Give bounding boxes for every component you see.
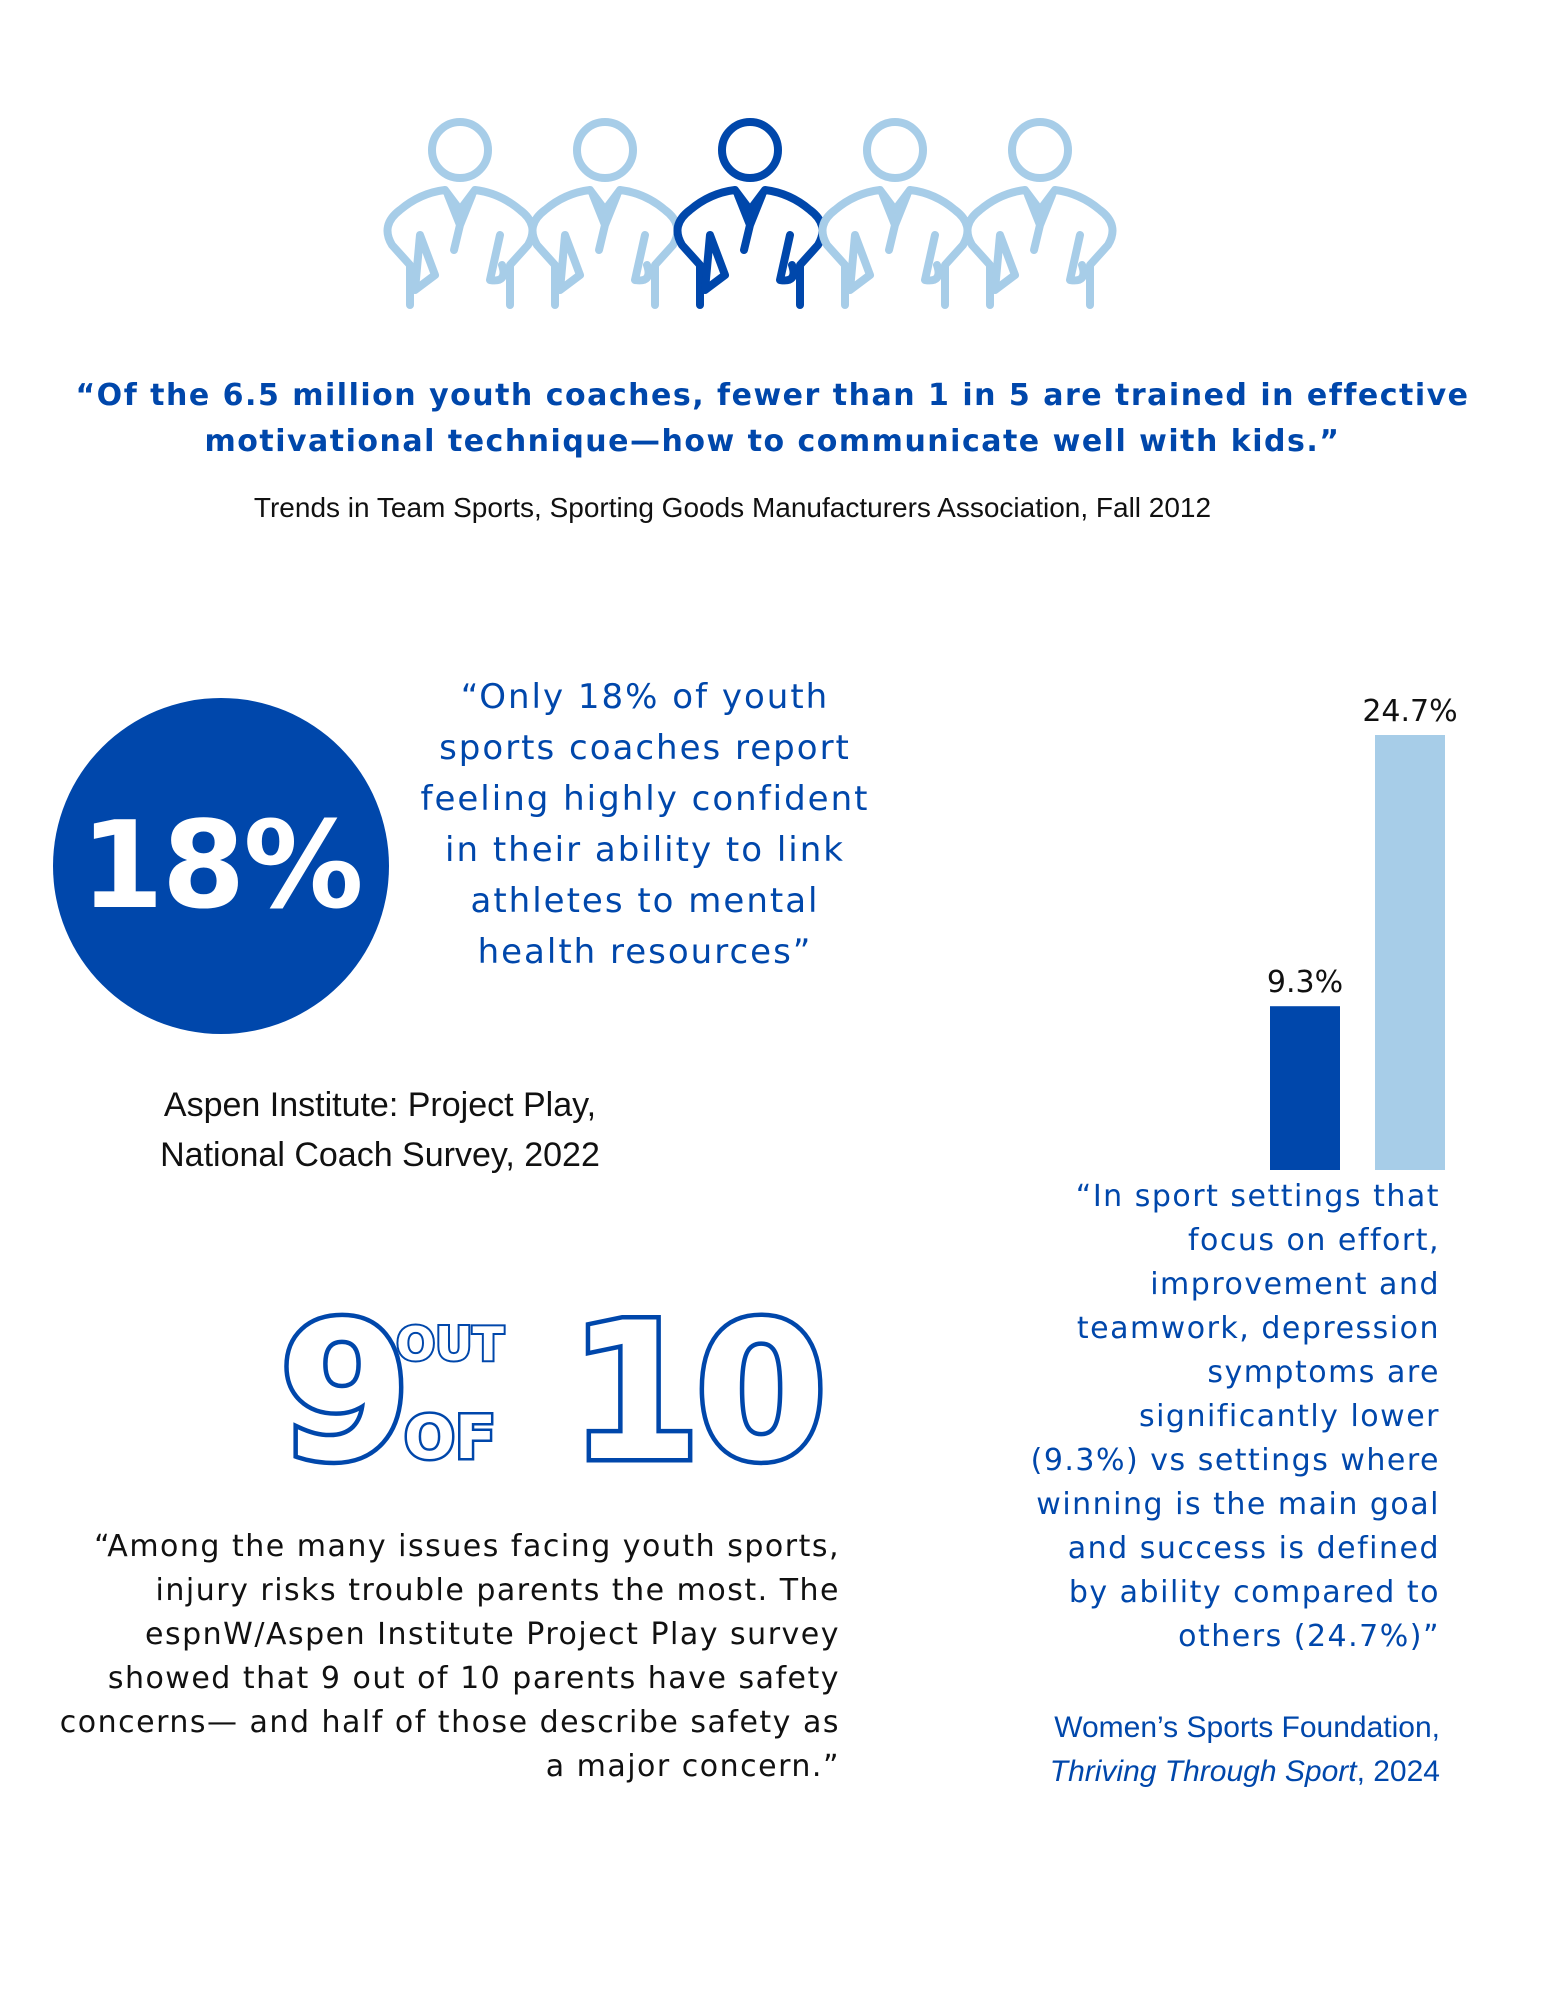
numerator-number: 9 [278,1300,412,1480]
people-group-icon [380,115,1140,315]
person-figure [533,122,678,305]
parent-safety-quote: “Among the many issues facing youth sports, injury risks trouble parents the most. The espnW/Aspen Institute Project Play survey showed that 9 out of 10 parents have safety concerns— and half of those describe safety as a major concern.” [59,1529,840,1784]
source-suffix: , 2024 [1356,1755,1440,1788]
of-word: OF [404,1403,496,1473]
sport-settings-quote: “In sport settings that focus on effort, improvement and teamwork, depression symptoms are significantly lower (9.3%) vs settings where winning is the main goal and success is defined by ability compared to others (24.7%)” [1030,1179,1440,1654]
big-percent-label: 18% [80,796,362,936]
percent-circle-badge [53,698,389,1034]
depression-bar-chart [1240,680,1460,1175]
bar-2 [1375,735,1445,1170]
mental-health-quote: “Only 18% of youth sports coaches report feeling highly confident in their ability to link athletes to mental health resources” [420,677,870,972]
person-figure [823,122,968,305]
sport-settings-source [1040,1706,1440,1794]
coaches-training-source: Trends in Team Sports, Sporting Goods Manufacturers Association, Fall 2012 [253,492,1212,523]
bar-1 [1270,1006,1340,1170]
bar-value-label: 24.7% [1362,694,1458,729]
out-word: OUT [396,1317,504,1371]
denominator-number: 10 [568,1300,822,1480]
bar-value-label: 9.3% [1266,965,1344,1001]
person-figure [678,122,823,305]
person-figure [968,122,1113,305]
source-prefix: Women’s Sports Foundation, [1054,1711,1440,1744]
coaches-training-quote: “Of the 6.5 million youth coaches, fewer than 1 in 5 are trained in effective motivational technique—how to communicate well with kids.” [75,378,1470,459]
mental-health-source: Aspen Institute: Project Play, National Coach Survey, 2022 [160,1086,600,1174]
source-title: Thriving Through Sport [1049,1755,1357,1788]
nine-out-of-ten-graphic [275,1300,865,1480]
person-figure [388,122,533,305]
